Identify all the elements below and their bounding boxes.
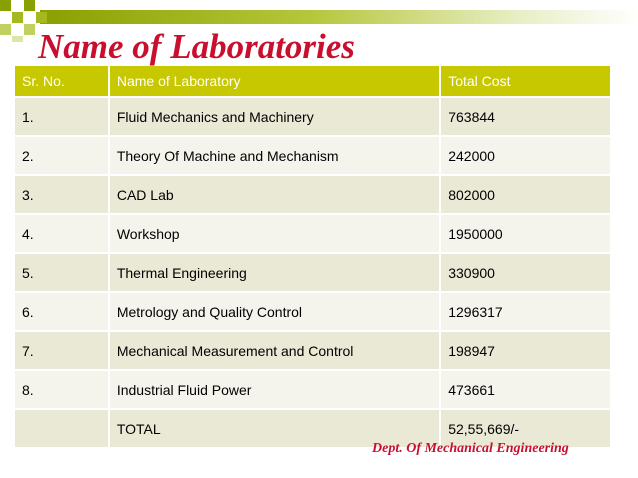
cell-total-cost: 1950000 [440,214,611,253]
deco-square [24,0,35,11]
cell-total-cost: 473661 [440,370,611,409]
cell-lab-name: Fluid Mechanics and Machinery [109,97,440,136]
deco-square [12,36,23,42]
deco-square [36,12,47,23]
cell-grand-total: 52,55,669/- [440,409,611,448]
cell-total-cost: 763844 [440,97,611,136]
table-row [15,136,611,175]
table-header-row [15,66,611,97]
table-row [15,331,611,370]
cell-sr-no: 4. [15,214,109,253]
cell-sr-no: 1. [15,97,109,136]
cell-total-cost: 802000 [440,175,611,214]
cell-sr-no: 5. [15,253,109,292]
header-sr-no: Sr. No. [15,66,109,97]
cell-lab-name: CAD Lab [109,175,440,214]
cell-total-cost: 1296317 [440,292,611,331]
cell-lab-name: Theory Of Machine and Mechanism [109,136,440,175]
deco-square [24,24,35,35]
table-row [15,370,611,409]
table-row [15,292,611,331]
cell-lab-name: Metrology and Quality Control [109,292,440,331]
cell-sr-no: 7. [15,331,109,370]
table-row [15,175,611,214]
table-row [15,253,611,292]
table-row [15,214,611,253]
laboratories-table [15,66,612,449]
cell-sr-no: 2. [15,136,109,175]
cell-sr-no [15,409,109,448]
cell-lab-name: Industrial Fluid Power [109,370,440,409]
cell-sr-no: 6. [15,292,109,331]
cell-lab-name: Workshop [109,214,440,253]
table-row [15,97,611,136]
header-total-cost: Total Cost [440,66,611,97]
cell-sr-no: 8. [15,370,109,409]
cell-lab-name: Mechanical Measurement and Control [109,331,440,370]
deco-square [0,24,11,35]
department-footer: Dept. Of Mechanical Engineering [372,441,569,456]
cell-total-cost: 198947 [440,331,611,370]
deco-square [12,12,23,23]
cell-total-cost: 242000 [440,136,611,175]
cell-total-cost: 330900 [440,253,611,292]
cell-sr-no: 3. [15,175,109,214]
deco-square [0,0,11,11]
slide-title: Name of Laboratories [38,27,355,66]
cell-lab-name: Thermal Engineering [109,253,440,292]
header-lab-name: Name of Laboratory [109,66,440,97]
cell-total-label: TOTAL [109,409,440,448]
